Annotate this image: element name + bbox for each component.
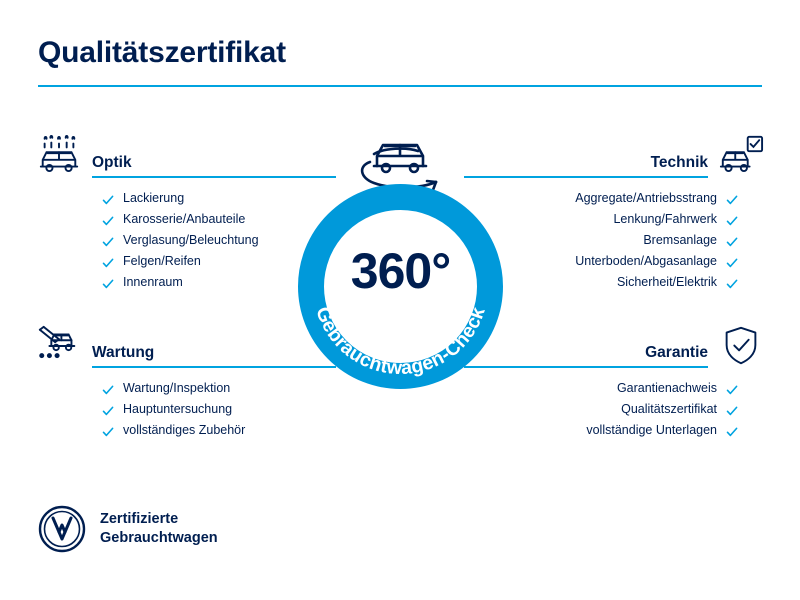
- car-lift-icon: [36, 324, 82, 368]
- list-item-label: Sicherheit/Elektrik: [616, 275, 717, 289]
- degrees-label: 360°: [350, 243, 451, 299]
- car-wash-icon: [36, 134, 82, 178]
- list-item-label: Hauptuntersuchung: [123, 402, 233, 416]
- 360-ring: [298, 184, 503, 389]
- section-garantie-title: Garantie: [645, 343, 708, 361]
- check-icon: [726, 276, 738, 288]
- list-item-label: Bremsanlage: [643, 233, 717, 247]
- check-icon: [102, 234, 114, 246]
- list-item-label: Lenkung/Fahrwerk: [613, 212, 717, 226]
- list-item-label: Lackierung: [123, 191, 185, 205]
- check-icon: [102, 276, 114, 288]
- vw-footer-text: [100, 510, 218, 548]
- ring-text: [298, 184, 503, 389]
- list-item-label: Verglasung/Beleuchtung: [123, 233, 259, 247]
- vw-footer-line2: Gebrauchtwagen: [100, 530, 218, 546]
- list-item-label: Karosserie/Anbauteile: [123, 212, 246, 226]
- list-item-label: Garantienachweis: [616, 381, 717, 395]
- section-wartung-title: Wartung: [92, 343, 155, 361]
- check-icon: [726, 234, 738, 246]
- car-checklist-icon: [718, 134, 764, 178]
- vw-footer: [38, 505, 218, 553]
- vw-logo: [38, 505, 86, 553]
- svg-text:Gebrauchtwagen-Check: Gebrauchtwagen-Check: [311, 303, 490, 380]
- list-item-label: Qualitätszertifikat: [621, 402, 717, 416]
- shield-check-icon: [718, 324, 764, 368]
- list-item-label: vollständige Unterlagen: [586, 423, 717, 437]
- check-icon: [102, 382, 114, 394]
- list-item-label: Innenraum: [123, 275, 183, 289]
- center-badge: [276, 132, 524, 432]
- check-icon: [726, 382, 738, 394]
- check-icon: [726, 192, 738, 204]
- vw-footer-line1: Zertifizierte: [100, 511, 179, 527]
- section-optik-title: Optik: [92, 153, 132, 171]
- page-header: [38, 36, 762, 87]
- section-technik-title: Technik: [650, 153, 708, 171]
- page-title: Qualitätszertifikat: [38, 36, 286, 69]
- list-item-label: Wartung/Inspektion: [123, 381, 231, 395]
- header-divider: [38, 85, 762, 87]
- check-icon: [102, 255, 114, 267]
- check-icon: [102, 424, 114, 436]
- list-item-label: Unterboden/Abgasanlage: [575, 254, 717, 268]
- check-icon: [726, 424, 738, 436]
- check-icon: [726, 403, 738, 415]
- list-item-label: vollständiges Zubehör: [123, 423, 246, 437]
- check-icon: [102, 192, 114, 204]
- list-item-label: Felgen/Reifen: [123, 254, 201, 268]
- list-item-label: Aggregate/Antriebsstrang: [575, 191, 717, 205]
- check-icon: [726, 255, 738, 267]
- check-icon: [102, 213, 114, 225]
- check-icon: [102, 403, 114, 415]
- check-icon: [726, 213, 738, 225]
